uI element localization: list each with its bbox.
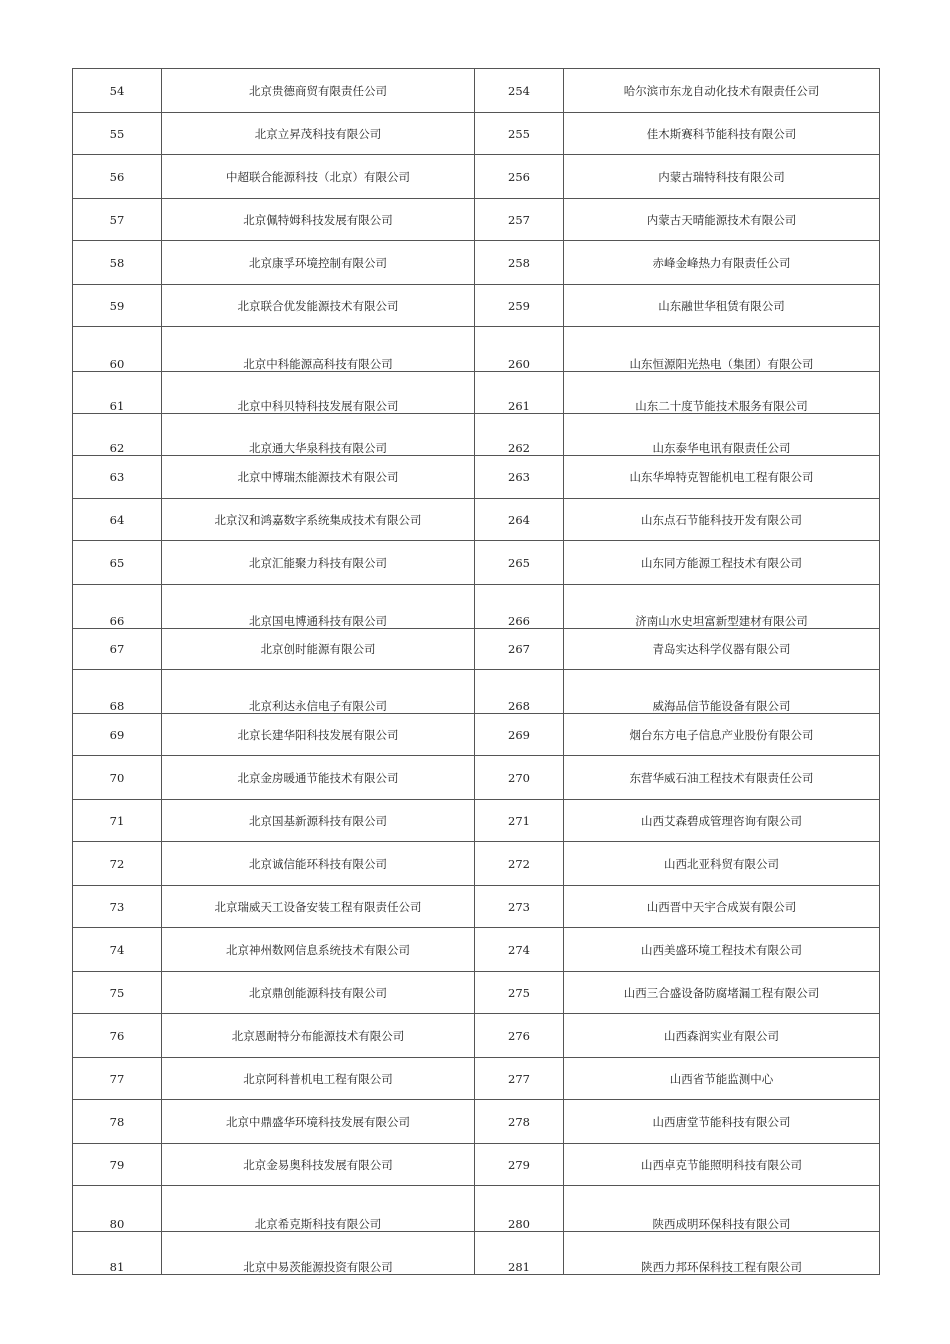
table-row [73, 886, 880, 928]
row-number-right: 279 [475, 1144, 564, 1186]
table-row [73, 1100, 880, 1144]
company-name-left: 北京长建华阳科技发展有限公司 [162, 714, 475, 756]
row-number-left: 77 [73, 1058, 162, 1100]
row-number-left: 79 [73, 1144, 162, 1186]
company-name-left: 北京鼎创能源科技有限公司 [162, 972, 475, 1014]
row-number-right: 264 [475, 499, 564, 541]
table-row [73, 1144, 880, 1186]
row-number-right: 275 [475, 972, 564, 1014]
row-number-right: 268 [475, 670, 564, 714]
row-number-right: 259 [475, 285, 564, 327]
company-name-right: 佳木斯赛科节能科技有限公司 [564, 113, 880, 155]
row-number-left: 67 [73, 629, 162, 670]
table-row [73, 629, 880, 670]
company-name-right: 山西北亚科贸有限公司 [564, 842, 880, 886]
row-number-right: 269 [475, 714, 564, 756]
company-name-left: 北京康孚环境控制有限公司 [162, 241, 475, 285]
company-name-right: 内蒙古天晴能源技术有限公司 [564, 199, 880, 241]
row-number-right: 266 [475, 585, 564, 629]
row-number-left: 74 [73, 928, 162, 972]
row-number-left: 66 [73, 585, 162, 629]
row-number-left: 57 [73, 199, 162, 241]
row-number-left: 58 [73, 241, 162, 285]
row-number-right: 278 [475, 1100, 564, 1144]
company-name-right: 青岛实达科学仪器有限公司 [564, 629, 880, 670]
row-number-left: 80 [73, 1186, 162, 1232]
table-row [73, 414, 880, 456]
row-number-right: 265 [475, 541, 564, 585]
company-name-right: 威海品信节能设备有限公司 [564, 670, 880, 714]
row-number-right: 257 [475, 199, 564, 241]
table-row [73, 285, 880, 327]
row-number-right: 267 [475, 629, 564, 670]
row-number-right: 256 [475, 155, 564, 199]
company-name-left: 北京中鼎盛华环境科技发展有限公司 [162, 1100, 475, 1144]
company-name-right: 烟台东方电子信息产业股份有限公司 [564, 714, 880, 756]
table-row [73, 1232, 880, 1275]
table-row [73, 199, 880, 241]
company-name-right: 山西省节能监测中心 [564, 1058, 880, 1100]
table-row [73, 1058, 880, 1100]
company-name-right: 赤峰金峰热力有限责任公司 [564, 241, 880, 285]
row-number-right: 258 [475, 241, 564, 285]
row-number-right: 273 [475, 886, 564, 928]
row-number-right: 262 [475, 414, 564, 456]
row-number-right: 261 [475, 372, 564, 414]
row-number-left: 62 [73, 414, 162, 456]
row-number-right: 280 [475, 1186, 564, 1232]
company-name-right: 山西唐堂节能科技有限公司 [564, 1100, 880, 1144]
company-name-right: 山东恒源阳光热电（集团）有限公司 [564, 327, 880, 372]
row-number-right: 277 [475, 1058, 564, 1100]
row-number-right: 260 [475, 327, 564, 372]
table-row [73, 113, 880, 155]
company-name-left: 北京国基新源科技有限公司 [162, 800, 475, 842]
row-number-left: 60 [73, 327, 162, 372]
table-row [73, 372, 880, 414]
company-name-right: 山东融世华租赁有限公司 [564, 285, 880, 327]
company-name-left: 北京联合优发能源技术有限公司 [162, 285, 475, 327]
company-table-body [73, 69, 880, 1275]
row-number-left: 73 [73, 886, 162, 928]
row-number-left: 69 [73, 714, 162, 756]
row-number-left: 72 [73, 842, 162, 886]
row-number-right: 270 [475, 756, 564, 800]
table-row [73, 155, 880, 199]
row-number-right: 254 [475, 69, 564, 113]
company-name-left: 北京金房暖通节能技术有限公司 [162, 756, 475, 800]
company-name-right: 济南山水史坦富新型建材有限公司 [564, 585, 880, 629]
row-number-left: 71 [73, 800, 162, 842]
company-list-sheet [72, 68, 879, 1275]
table-row [73, 327, 880, 372]
row-number-right: 274 [475, 928, 564, 972]
table-row [73, 1186, 880, 1232]
company-name-left: 北京神州数网信息系统技术有限公司 [162, 928, 475, 972]
company-name-left: 中超联合能源科技（北京）有限公司 [162, 155, 475, 199]
table-row [73, 241, 880, 285]
company-name-left: 北京创时能源有限公司 [162, 629, 475, 670]
company-name-right: 山西美盛环境工程技术有限公司 [564, 928, 880, 972]
row-number-right: 271 [475, 800, 564, 842]
company-name-left: 北京国电博通科技有限公司 [162, 585, 475, 629]
row-number-right: 281 [475, 1232, 564, 1275]
row-number-left: 70 [73, 756, 162, 800]
company-name-left: 北京汇能聚力科技有限公司 [162, 541, 475, 585]
table-row [73, 670, 880, 714]
company-name-left: 北京中易茨能源投资有限公司 [162, 1232, 475, 1275]
row-number-left: 59 [73, 285, 162, 327]
table-row [73, 69, 880, 113]
company-name-right: 山东二十度节能技术服务有限公司 [564, 372, 880, 414]
table-row [73, 756, 880, 800]
company-name-left: 北京希克斯科技有限公司 [162, 1186, 475, 1232]
table-row [73, 585, 880, 629]
row-number-left: 56 [73, 155, 162, 199]
company-name-right: 陕西成明环保科技有限公司 [564, 1186, 880, 1232]
table-row [73, 972, 880, 1014]
table-row [73, 842, 880, 886]
table-row [73, 541, 880, 585]
row-number-right: 263 [475, 456, 564, 499]
company-name-left: 北京中科贝特科技发展有限公司 [162, 372, 475, 414]
row-number-left: 65 [73, 541, 162, 585]
company-name-right: 内蒙古瑞特科技有限公司 [564, 155, 880, 199]
company-name-left: 北京诚信能环科技有限公司 [162, 842, 475, 886]
table-row [73, 928, 880, 972]
company-name-right: 山东泰华电讯有限责任公司 [564, 414, 880, 456]
company-name-right: 东营华威石油工程技术有限责任公司 [564, 756, 880, 800]
table-row [73, 1014, 880, 1058]
row-number-left: 75 [73, 972, 162, 1014]
company-name-right: 山东同方能源工程技术有限公司 [564, 541, 880, 585]
company-name-left: 北京立昇茂科技有限公司 [162, 113, 475, 155]
company-name-right: 山东华埠特克智能机电工程有限公司 [564, 456, 880, 499]
company-name-left: 北京中博瑞杰能源技术有限公司 [162, 456, 475, 499]
table-row [73, 499, 880, 541]
row-number-left: 76 [73, 1014, 162, 1058]
company-name-right: 哈尔滨市东龙自动化技术有限责任公司 [564, 69, 880, 113]
table-row [73, 456, 880, 499]
row-number-left: 78 [73, 1100, 162, 1144]
company-name-left: 北京阿科普机电工程有限公司 [162, 1058, 475, 1100]
company-name-right: 山西森润实业有限公司 [564, 1014, 880, 1058]
row-number-left: 55 [73, 113, 162, 155]
row-number-left: 54 [73, 69, 162, 113]
company-name-right: 山西晋中天宇合成炭有限公司 [564, 886, 880, 928]
row-number-left: 68 [73, 670, 162, 714]
row-number-left: 64 [73, 499, 162, 541]
company-name-right: 山西艾森碧成管理咨询有限公司 [564, 800, 880, 842]
company-name-left: 北京通大华泉科技有限公司 [162, 414, 475, 456]
company-name-right: 陕西力邦环保科技工程有限公司 [564, 1232, 880, 1275]
table-row [73, 800, 880, 842]
row-number-left: 81 [73, 1232, 162, 1275]
row-number-left: 61 [73, 372, 162, 414]
company-name-right: 山西卓克节能照明科技有限公司 [564, 1144, 880, 1186]
row-number-right: 276 [475, 1014, 564, 1058]
row-number-right: 272 [475, 842, 564, 886]
company-name-left: 北京利达永信电子有限公司 [162, 670, 475, 714]
company-name-left: 北京金易奥科技发展有限公司 [162, 1144, 475, 1186]
row-number-left: 63 [73, 456, 162, 499]
company-name-left: 北京贵德商贸有限责任公司 [162, 69, 475, 113]
company-name-left: 北京瑞威天工设备安装工程有限责任公司 [162, 886, 475, 928]
company-table [72, 68, 880, 1275]
company-name-left: 北京恩耐特分布能源技术有限公司 [162, 1014, 475, 1058]
company-name-left: 北京汉和鸿嘉数字系统集成技术有限公司 [162, 499, 475, 541]
table-row [73, 714, 880, 756]
row-number-right: 255 [475, 113, 564, 155]
company-name-right: 山东点石节能科技开发有限公司 [564, 499, 880, 541]
company-name-right: 山西三合盛设备防腐堵漏工程有限公司 [564, 972, 880, 1014]
company-name-left: 北京中科能源高科技有限公司 [162, 327, 475, 372]
company-name-left: 北京佩特姆科技发展有限公司 [162, 199, 475, 241]
